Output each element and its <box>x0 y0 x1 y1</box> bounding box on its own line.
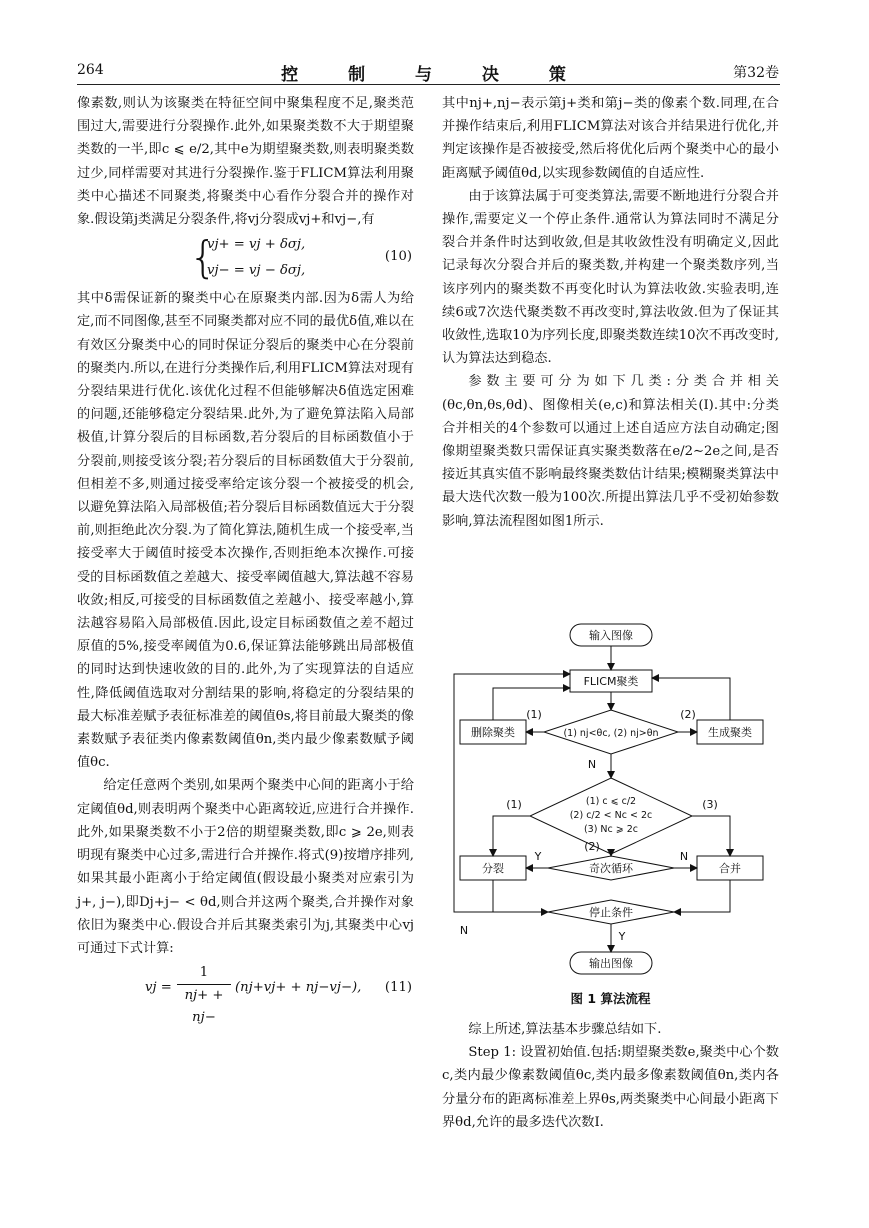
decision-2-line: (2) c/2 < Nc < 2c <box>569 810 653 821</box>
equation-11 <box>77 960 414 1026</box>
journal-title: 控 制 与 决 策 <box>281 65 588 85</box>
branch-label: N <box>459 924 469 937</box>
paragraph: 综上所述,算法基本步骤总结如下. <box>468 1022 662 1037</box>
flicm-label: FLICM聚类 <box>583 675 639 688</box>
right-column <box>442 92 779 533</box>
decision-1-label: (1) nj<θc, (2) nj>θn <box>563 728 659 739</box>
equation-brace: { <box>189 232 217 284</box>
branch-label: (3) <box>702 798 718 811</box>
output-label: 输出图像 <box>589 957 633 970</box>
flowchart-svg <box>442 618 779 988</box>
branch-label: (2) <box>584 840 600 853</box>
fraction-denominator: nj+ + nj− <box>184 988 224 1026</box>
branch-label: N <box>679 850 689 863</box>
merge-label: 合并 <box>719 862 741 875</box>
branch-label: N <box>587 758 597 771</box>
generate-label: 生成聚类 <box>708 726 752 739</box>
paragraph: 其中nj+,nj−表示第j+类和第j−类的像素个数.同理,在合并操作结束后,利用FLICM算法对该合并结果进行优化,并判定该操作是否被接受,然后将优化后两个聚类中心的最小距离赋予阈值θd,以实现参数阈值的自适应性. <box>442 96 779 181</box>
left-column <box>77 92 415 1026</box>
delete-label: 删除聚类 <box>471 726 515 739</box>
page-number: 264 <box>77 62 104 78</box>
volume-label: 第32卷 <box>733 65 779 81</box>
branch-label: (1) <box>506 798 522 811</box>
branch-label: (1) <box>526 708 542 721</box>
paragraph: Step 1: 设置初始值.包括:期望聚类数e,聚类中心个数c,类内最少像素数阈值θc,类内最多像素数阈值θn,类内各分量分布的距离标准差上界θs,两类聚类中心间最小距离下界θd,允许的最多迭代次数I. <box>442 1045 779 1130</box>
flowchart-figure <box>442 618 779 1008</box>
page-header <box>0 60 869 86</box>
paragraph: 由于该算法属于可变类算法,需要不断地进行分裂合并操作,需要定义一个停止条件.通常认为算法同时不满足分裂合并条件时达到收敛,但是其收敛性没有明确定义,因此记录每次分裂合并后的聚类数,并构建一个聚类数序列,当该序列内的聚类数不再变化时认为算法收敛.实验表明,连续6或7次迭代聚类数不再改变时,算法收敛.但为了保证其收敛性,选取10为序列长度,即聚类数连续10次不再改变时,认为算法达到稳态. <box>442 188 779 367</box>
branch-label: (2) <box>680 708 696 721</box>
branch-label: Y <box>534 850 542 863</box>
figure-caption: 图 1 算法流程 <box>570 991 651 1006</box>
paragraph: 参数主要可分为如下几类:分类合并相关(θc,θn,θs,θd)、图像相关(e,c)和算法相关(I).其中:分类合并相关的4个参数可以通过上述自适应方法自动确定;图像期望聚类数只需保证真实聚类数落在e/2∼2e之间,是否接近其真实值不影响最终聚类数估计结果;模糊聚类算法中最大迭代次数一般为100次.所提出算法几乎不受初始参数影响,算法流程图如图1所示. <box>442 374 779 529</box>
equation-number: (10) <box>384 249 412 265</box>
equation-rhs: (nj+vj+ + nj−vj−), <box>235 980 362 996</box>
branch-label: Y <box>618 930 626 943</box>
paragraph: 像素数,则认为该聚类在特征空间中聚集程度不足,聚类范围过大,需要进行分裂操作.此外,如果聚类数不大于期望聚类数的一半,即c ⩽ e/2,其中e为期望聚类数,则表明聚类数过少,同样需要对其进行分裂操作.鉴于FLICM算法利用聚类中心描述不同聚类,将聚类中心看作分裂合并的操作对象.假设第j类满足分裂条件,将vj分裂成vj+和vj−,有 <box>77 96 414 228</box>
right-column-bottom <box>442 1018 779 1134</box>
equation-line: vj+ = vj + δσj, <box>207 237 306 253</box>
stop-label: 停止条件 <box>589 906 633 919</box>
equation-number: (11) <box>384 980 412 996</box>
decision-2-line: (3) Nc ⩾ 2c <box>583 824 639 835</box>
paragraph: 其中δ需保证新的聚类中心在原聚类内部.因为δ需人为给定,而不同图像,甚至不同聚类都对应不同的最优δ值,难以在有效区分聚类中心的同时保证分裂后的聚类中心在分裂前的聚类内.所以,在进行分类操作后,利用FLICM算法对现有分裂结果进行优化.该优化过程不但能够解决δ值选定困难的问题,还能够稳定分裂结果.此外,为了避免算法陷入局部极值,计算分裂后的目标函数,若分裂后的目标函数值小于分裂前,则接受该分裂;若分裂后的目标函数值大于分裂前,但相差不多,则通过接受率给定该分裂一个被接受的机会,以避免算法陷入局部极值;若分裂后目标函数值远大于分裂前,则拒绝此次分裂.为了简化算法,随机生成一个接受率,当接受率大于阈值时接受本次操作,否则拒绝本次操作.可接受的目标函数值之差越大、接受率阈值越大,算法越不容易收敛;相反,可接受的目标函数值之差越小、接受率越小,算法越容易陷入局部极值.因此,设定目标函数值之差不超过原值的5%,接受率阈值为0.6,保证算法能够跳出局部极值的同时达到快速收敛的目的.此外,为了实现算法的自适应性,降低阈值选取对分割结果的影响,将稳定的分裂结果的最大标准差赋予表征标准差的阈值θs,将目前最大聚类的像素数赋予表征类内像素数阈值θn,类内最少像素数赋予阈值θc. <box>77 291 415 771</box>
equation-lhs: vj = <box>145 980 172 996</box>
header-rule <box>77 84 780 85</box>
paragraph: 给定任意两个类别,如果两个聚类中心间的距离小于给定阈值θd,则表明两个聚类中心距离较近,应进行合并操作.此外,如果聚类数不小于2倍的期望聚类数,即c ⩾ 2e,则表明现有聚类中心过多,需进行合并操作.将式(9)按增序排列,如果其最小距离小于给定阈值(假设最小聚类对应索引为j+, j−),即Dj+j− < θd,则合并这两个聚类,合并操作对象依旧为聚类中心.假设合并后其聚类索引为j,其聚类中心vj可通过下式计算: <box>77 778 414 956</box>
split-label: 分裂 <box>482 862 504 875</box>
equation-fraction <box>177 962 231 1029</box>
input-label: 输入图像 <box>589 629 633 642</box>
equation-line: vj− = vj − δσj, <box>207 263 306 279</box>
equation-10 <box>77 231 414 287</box>
fraction-numerator: 1 <box>177 962 231 985</box>
decision-2-line: (1) c ⩽ c/2 <box>585 796 637 807</box>
odd-loop-label: 奇次循环 <box>589 862 633 875</box>
